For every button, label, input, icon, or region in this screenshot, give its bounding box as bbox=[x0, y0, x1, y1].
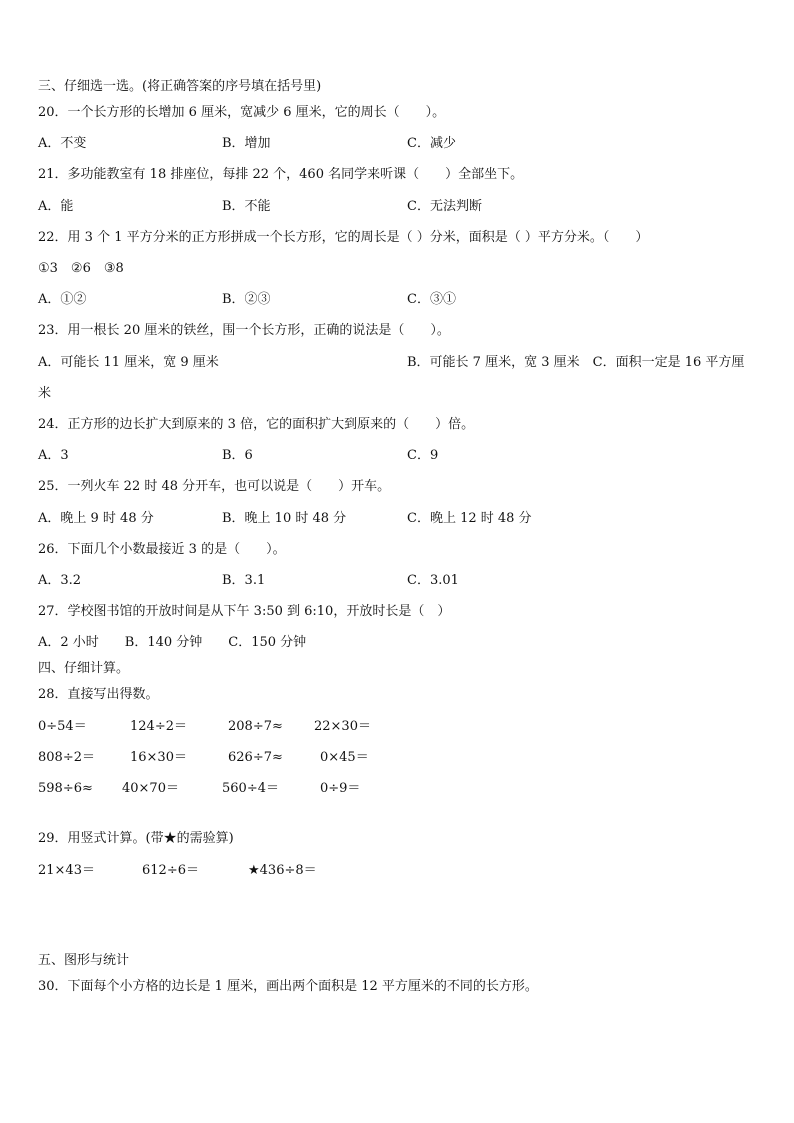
q25-stem: 25．一列火车 22 时 48 分开车，也可以说是（ ）开车。 bbox=[38, 479, 391, 494]
q28-stem: 28．直接写出得数。 bbox=[38, 687, 159, 702]
q26-option-a: A．3.2 bbox=[38, 573, 82, 588]
q29-stem: 29．用竖式计算。(带★的需验算) bbox=[38, 831, 234, 846]
q27-stem: 27．学校图书馆的开放时间是从下午 3:50 到 6:10，开放时长是（ ） bbox=[38, 604, 451, 619]
q20-option-a: A．不变 bbox=[38, 136, 87, 151]
q24-stem: 24．正方形的边长扩大到原来的 3 倍，它的面积扩大到原来的（ ）倍。 bbox=[38, 417, 475, 432]
vertical-calc-item: 612÷6＝ bbox=[142, 863, 199, 878]
q23-option-a: A．可能长 11 厘米，宽 9 厘米 bbox=[38, 355, 219, 370]
calc-item: 598÷6≈ bbox=[38, 781, 93, 796]
section4-title: 四、仔细计算。 bbox=[38, 661, 130, 676]
q21-option-a: A．能 bbox=[38, 199, 74, 214]
calc-item: 124÷2＝ bbox=[130, 719, 187, 734]
q23-option-c-continued: 米 bbox=[38, 386, 52, 401]
q27-options: A．2 小时 B．140 分钟 C．150 分钟 bbox=[38, 635, 307, 650]
section5-title: 五、图形与统计 bbox=[38, 953, 130, 968]
calc-item: 22×30＝ bbox=[314, 719, 371, 734]
vertical-calc-item: 21×43＝ bbox=[38, 863, 95, 878]
calc-item: 0÷54＝ bbox=[38, 719, 87, 734]
q23-stem: 23．用一根长 20 厘米的铁丝，围一个长方形，正确的说法是（ ）。 bbox=[38, 323, 450, 338]
q20-option-b: B．增加 bbox=[222, 136, 271, 151]
q22-stem: 22．用 3 个 1 平方分米的正方形拼成一个长方形，它的周长是（ ）分米，面积是（ ）平方分米。（ ） bbox=[38, 230, 649, 245]
q25-option-b: B．晚上 10 时 48 分 bbox=[222, 511, 347, 526]
q22-option-b: B．②③ bbox=[222, 292, 271, 307]
q21-option-b: B．不能 bbox=[222, 199, 271, 214]
calc-item: 208÷7≈ bbox=[228, 719, 283, 734]
q21-option-c: C．无法判断 bbox=[407, 199, 482, 214]
q25-option-c: C．晚上 12 时 48 分 bbox=[407, 511, 532, 526]
calc-item: 40×70＝ bbox=[122, 781, 179, 796]
q26-option-b: B．3.1 bbox=[222, 573, 266, 588]
q22-option-c: C．③① bbox=[407, 292, 456, 307]
q24-option-a: A．3 bbox=[38, 448, 69, 463]
q22-option-a: A．①② bbox=[38, 292, 87, 307]
q25-option-a: A．晚上 9 时 48 分 bbox=[38, 511, 154, 526]
section3-title: 三、仔细选一选。(将正确答案的序号填在括号里) bbox=[38, 79, 322, 94]
vertical-calc-item: ★436÷8＝ bbox=[248, 863, 317, 878]
q24-option-c: C．9 bbox=[407, 448, 439, 463]
q24-option-b: B．6 bbox=[222, 448, 253, 463]
calc-item: 560÷4＝ bbox=[222, 781, 279, 796]
q26-option-c: C．3.01 bbox=[407, 573, 459, 588]
q23-option-bc: B．可能长 7 厘米，宽 3 厘米 C．面积一定是 16 平方厘 bbox=[407, 355, 745, 370]
q22-choices: ①3 ②6 ③8 bbox=[38, 261, 124, 276]
q21-stem: 21．多功能教室有 18 排座位，每排 22 个，460 名同学来听课（ ）全部坐下。 bbox=[38, 167, 524, 182]
q26-stem: 26．下面几个小数最接近 3 的是（ ）。 bbox=[38, 542, 286, 557]
q30-stem: 30．下面每个小方格的边长是 1 厘米，画出两个面积是 12 平方厘米的不同的长方形。 bbox=[38, 979, 538, 994]
calc-item: 0÷9＝ bbox=[320, 781, 361, 796]
calc-item: 808÷2＝ bbox=[38, 750, 95, 765]
q20-stem: 20．一个长方形的长增加 6 厘米，宽减少 6 厘米，它的周长（ ）。 bbox=[38, 105, 446, 120]
calc-item: 626÷7≈ bbox=[228, 750, 283, 765]
q20-option-c: C．减少 bbox=[407, 136, 456, 151]
calc-item: 0×45＝ bbox=[320, 750, 369, 765]
calc-item: 16×30＝ bbox=[130, 750, 187, 765]
